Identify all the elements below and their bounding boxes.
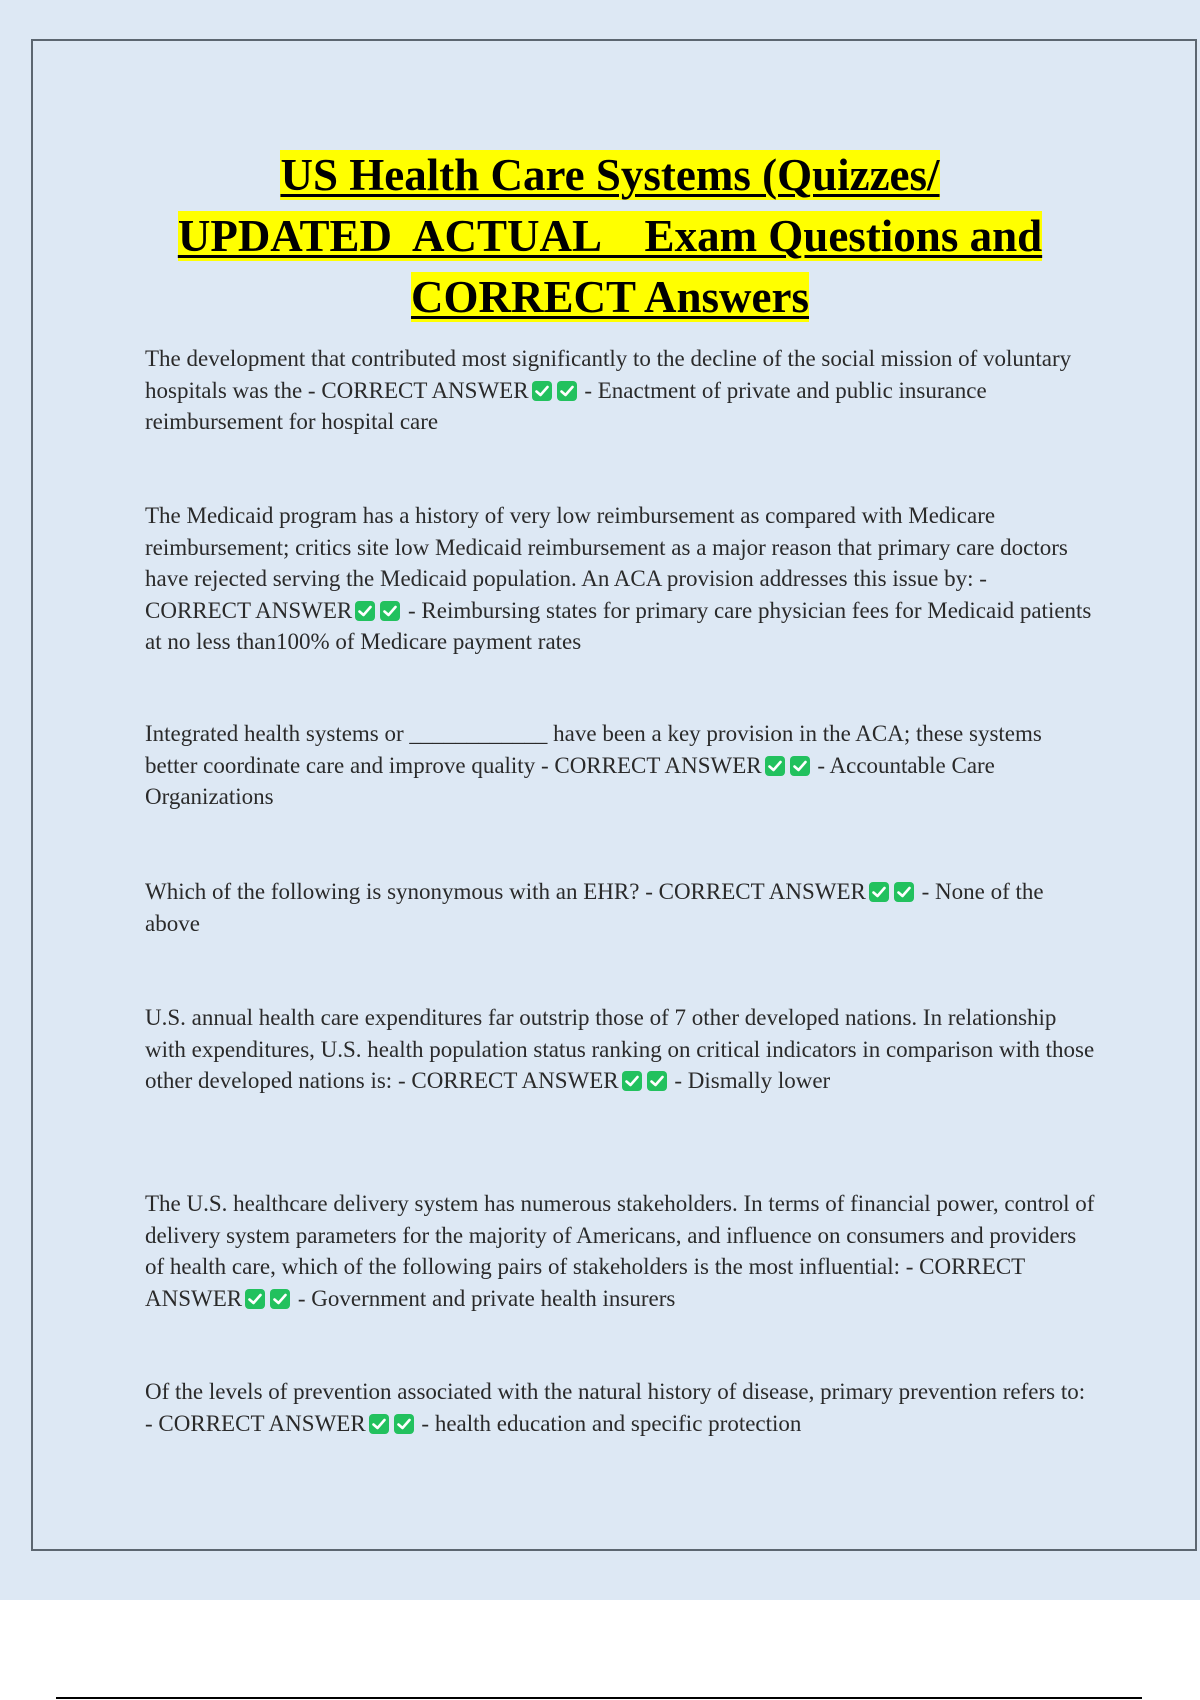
- check-mark-icon: [394, 1414, 414, 1434]
- answer-text: - health education and specific protection: [421, 1410, 802, 1436]
- correct-answer-label: CORRECT ANSWER: [145, 1254, 1025, 1311]
- check-mark-icon: [647, 1071, 667, 1091]
- correct-answer-label: CORRECT ANSWER: [321, 377, 529, 403]
- bottom-rule: [56, 1697, 1142, 1699]
- qa-item-3: [145, 718, 1095, 813]
- title-line-3: CORRECT Answers: [411, 272, 809, 322]
- qa-item-6: [145, 1188, 1095, 1314]
- correct-answer-label: CORRECT ANSWER: [658, 879, 866, 904]
- check-mark-icon: [765, 756, 785, 776]
- qa-item-2: [145, 500, 1095, 658]
- check-mark-icon: [869, 882, 889, 902]
- question-text: The U.S. healthcare delivery system has numerous stakeholders. In terms of financial power, control of delivery system parameters for the majority of Americans, and influence on consumers and providers of health care, which of the following pairs of stakeholders is the most influential: -: [145, 1191, 1095, 1279]
- question-text: The development that contributed most significantly to the decline of the social mission of voluntary hospitals was the -: [145, 346, 1072, 403]
- qa-item-5: [145, 1002, 1095, 1097]
- document-title: [130, 145, 1090, 328]
- answer-text: - Dismally lower: [674, 1068, 831, 1093]
- question-text: Of the levels of prevention associated with the natural history of disease, primary prevention refers to: -: [145, 1379, 1086, 1436]
- correct-answer-label: CORRECT ANSWER: [554, 752, 762, 778]
- check-mark-icon: [894, 882, 914, 902]
- qa-item-7: [145, 1376, 1095, 1439]
- question-text: The Medicaid program has a history of very low reimbursement as compared with Medicare reimbursement; critics site low Medicaid reimbursement as a major reason that primary care doctors have rejected serving the Medicaid population. An ACA provision addresses this issue by: -: [145, 503, 1068, 591]
- check-mark-icon: [557, 381, 577, 401]
- check-mark-icon: [532, 381, 552, 401]
- check-mark-icon: [369, 1414, 389, 1434]
- correct-answer-label: CORRECT ANSWER: [145, 597, 353, 623]
- check-mark-icon: [270, 1289, 290, 1309]
- answer-text: - Reimbursing states for primary care physician fees for Medicaid patients at no less than100% of Medicare payment rates: [145, 597, 1092, 654]
- qa-item-4: [145, 876, 1095, 939]
- question-text: Which of the following is synonymous with an EHR? -: [145, 879, 653, 904]
- check-mark-icon: [380, 601, 400, 621]
- title-line-2: UPDATED ACTUAL Exam Questions and: [177, 211, 1043, 261]
- check-mark-icon: [622, 1071, 642, 1091]
- qa-item-1: [145, 343, 1095, 438]
- check-mark-icon: [245, 1289, 265, 1309]
- question-text: Integrated health systems or ____________ have been a key provision in the ACA; these systems better coordinate care and improve quality -: [145, 721, 1042, 778]
- correct-answer-label: CORRECT ANSWER: [158, 1410, 366, 1436]
- answer-text: - Accountable Care Organizations: [145, 752, 995, 809]
- question-text: U.S. annual health care expenditures far outstrip those of 7 other developed nations. In relationship with expenditures, U.S. health population status ranking on critical indicators in comparison with those other developed nations is: -: [145, 1005, 1095, 1093]
- check-mark-icon: [355, 601, 375, 621]
- answer-text: - Government and private health insurers: [297, 1285, 676, 1311]
- answer-text: - None of the above: [145, 879, 1044, 936]
- title-line-1: US Health Care Systems (Quizzes/: [280, 150, 940, 200]
- check-mark-icon: [790, 756, 810, 776]
- correct-answer-label: CORRECT ANSWER: [411, 1068, 619, 1093]
- answer-text: - Enactment of private and public insurance reimbursement for hospital care: [145, 377, 987, 434]
